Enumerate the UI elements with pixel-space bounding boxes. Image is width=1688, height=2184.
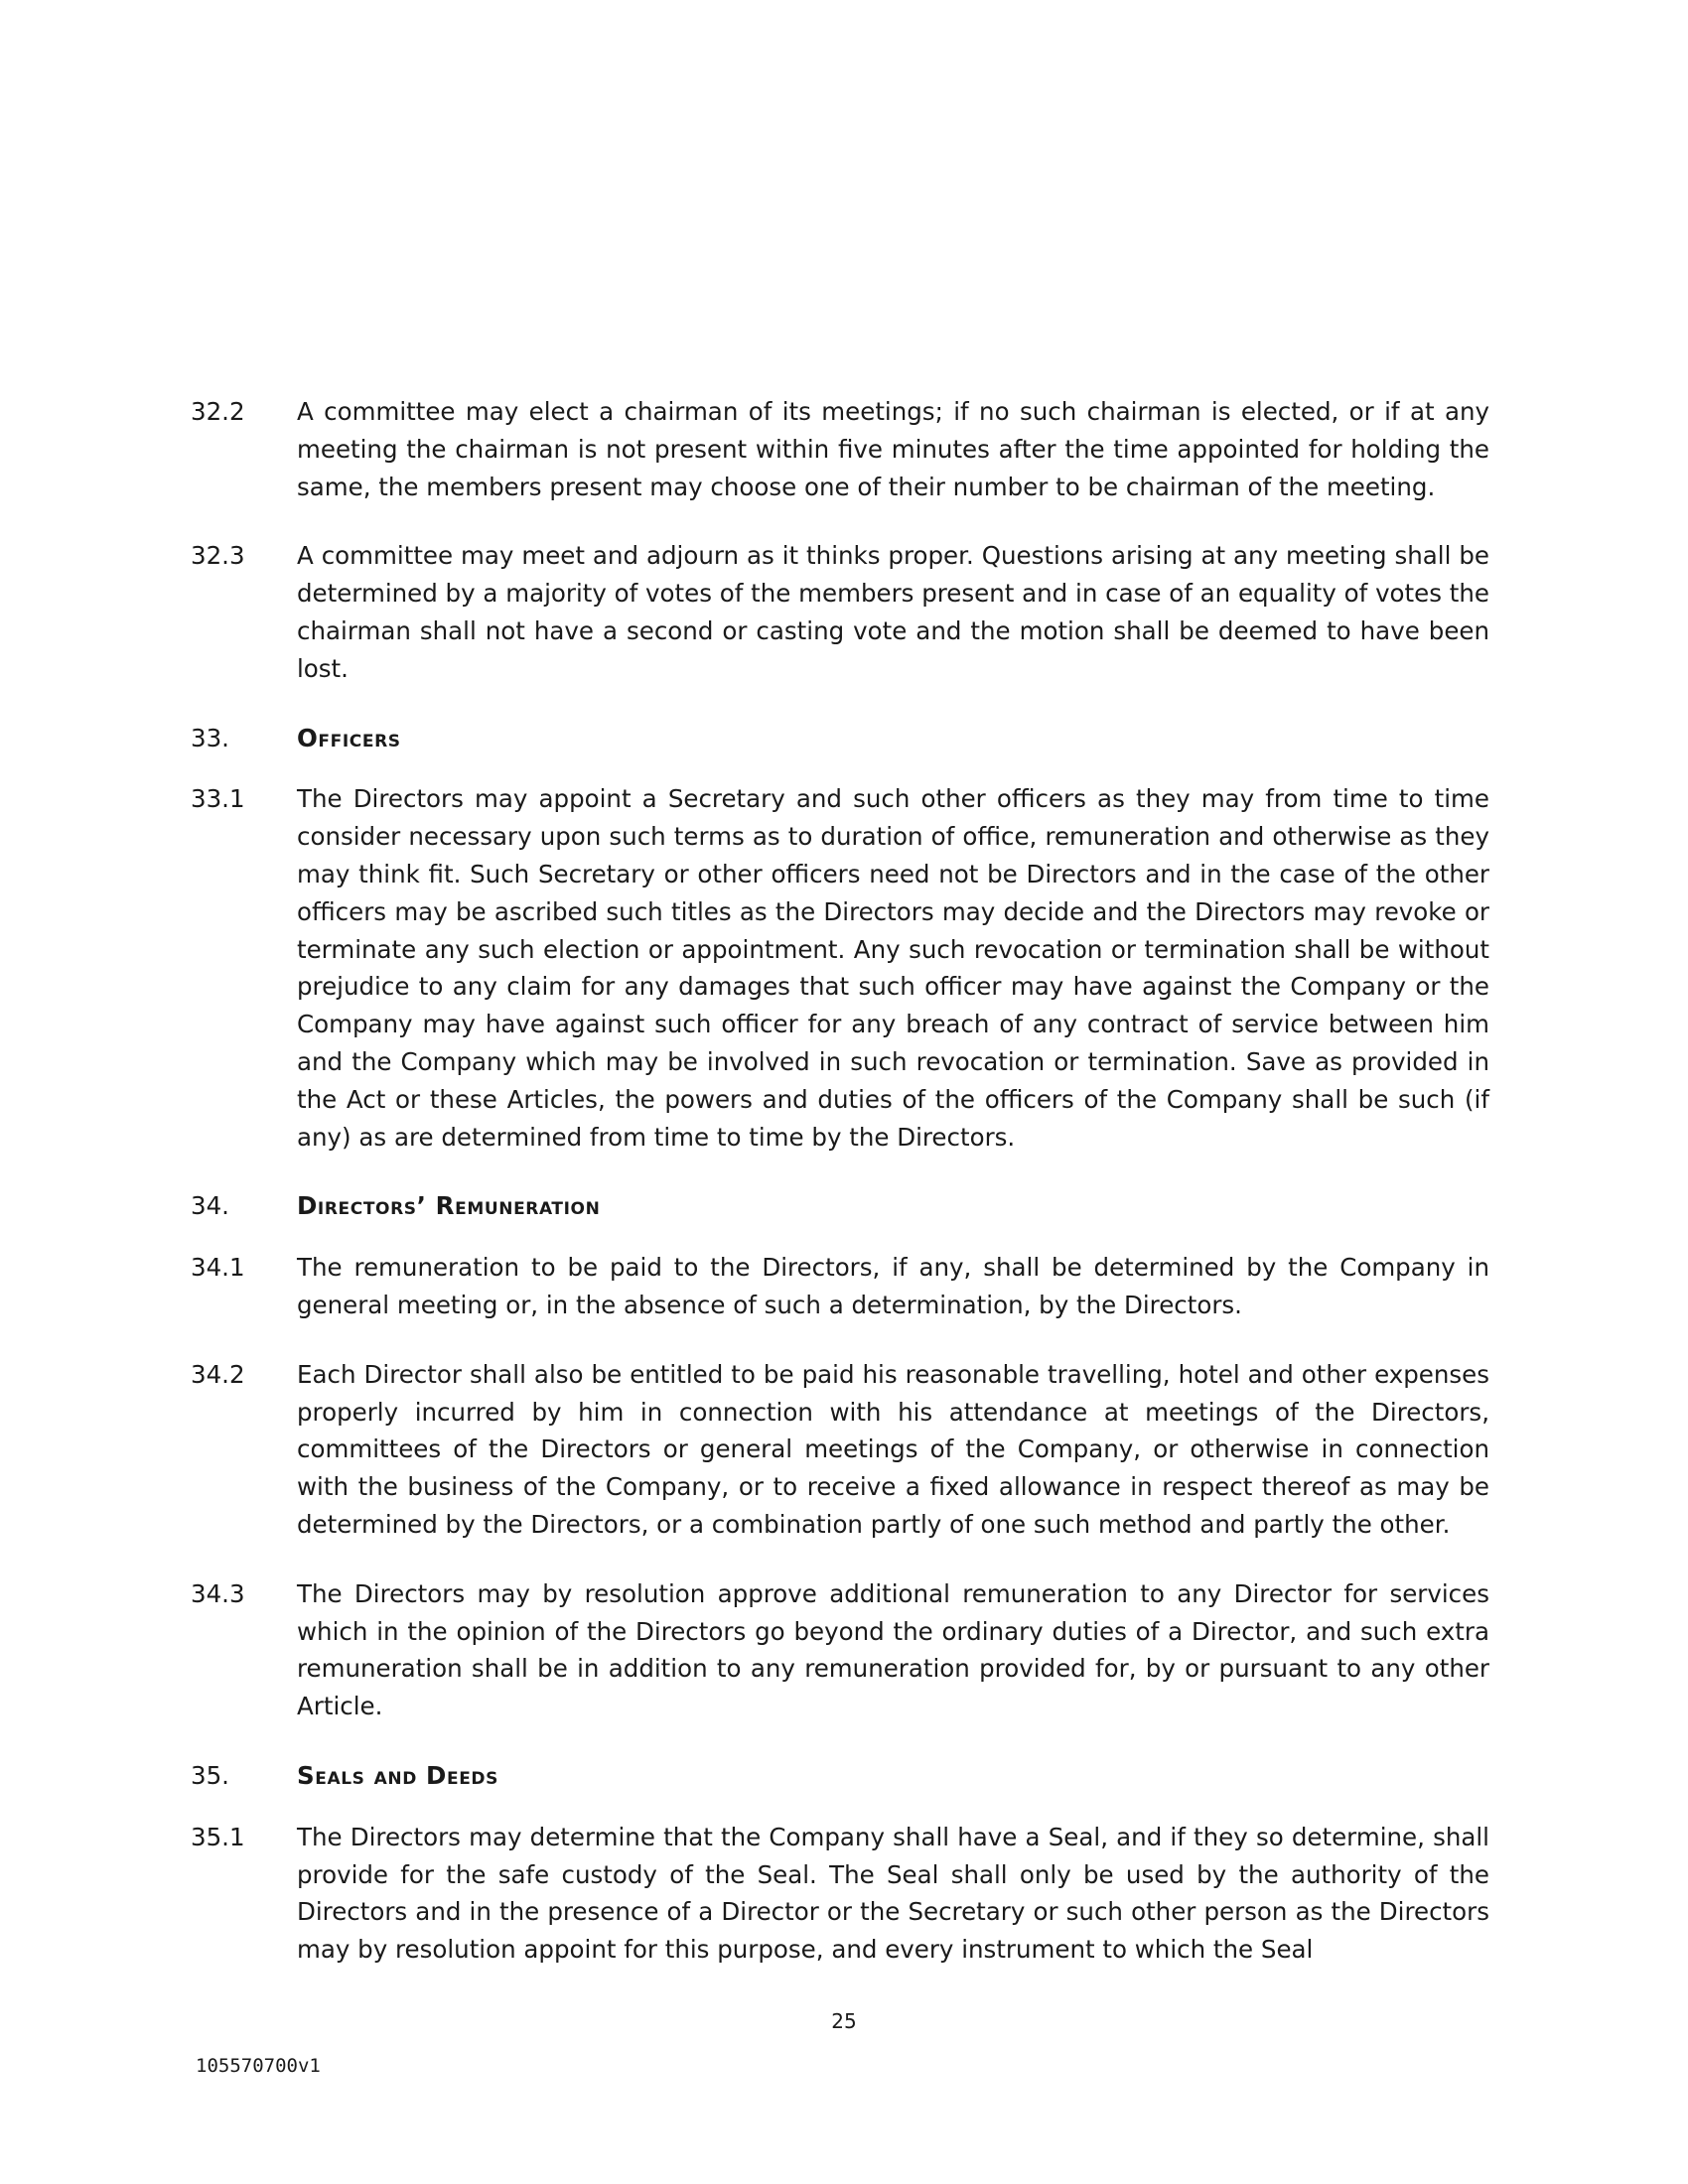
clause-number: 32.2 [191,397,245,426]
clause-text: A committee may meet and adjourn as it thinks proper. Questions arising at any meeting shall be determined by a majority of votes of the members present and in case of an equality of votes the chairman shall not have a second or casting vote and the motion shall be deemed to have been lost. [297,541,1489,683]
clause-32-3 [191,537,1489,687]
clause-text: The Directors may determine that the Company shall have a Seal, and if they so determine, shall provide for the safe custody of the Seal. The Seal shall only be used by the authority of the Directors and in the presence of a Director or the Secretary or such other person as the Directors may by resolution appoint for this purpose, and every instrument to which the Seal [297,1822,1489,1965]
clause-text: Each Director shall also be entitled to be paid his reasonable travelling, hotel and other expenses properly incurred by him in connection with his attendance at meetings of the Directors, committees of the Directors or general meetings of the Company, or otherwise in connection with the business of the Company, or to receive a fixed allowance in respect thereof as may be determined by the Directors, or a combination partly of one such method and partly the other. [297,1359,1489,1539]
clause-33-1 [191,780,1489,1156]
section-number: 34. [191,1191,229,1221]
section-number: 33. [191,723,229,752]
clause-number: 34.3 [191,1578,245,1608]
section-title: Officers [297,723,401,752]
clause-number: 33.1 [191,784,245,814]
clause-34-3 [191,1575,1489,1725]
clause-34-2 [191,1356,1489,1544]
clause-34-1 [191,1249,1489,1324]
section-heading-directors-remuneration [191,1187,1489,1225]
section-heading-officers [191,720,1489,757]
section-number: 35. [191,1760,229,1790]
clause-number: 34.1 [191,1253,245,1283]
section-title: Seals and Deeds [297,1760,498,1790]
clause-text: A committee may elect a chairman of its meetings; if no such chairman is elected, or if at any meeting the chairman is not present within five minutes after the time appointed for holding the same, the members present may choose one of their number to be chairman of the meeting. [297,397,1489,501]
document-id: 105570700v1 [196,2055,321,2077]
clause-number: 35.1 [191,1822,245,1851]
clause-text: The remuneration to be paid to the Directors, if any, shall be determined by the Company in general meeting or, in the absence of such a determination, by the Directors. [297,1253,1489,1319]
clause-text: The Directors may appoint a Secretary and such other officers as they may from time to time consider necessary upon such terms as to duration of office, remuneration and otherwise as they may think fit. Such Secretary or other officers need not be Directors and in the case of the other officers may be ascribed such titles as the Directors may decide and the Directors may revoke or terminate any such election or appointment. Any such revocation or termination shall be without prejudice to any claim for any damages that such officer may have against the Company or the Company may have against such officer for any breach of any contract of service between him and the Company which may be involved in such revocation or termination. Save as provided in the Act or these Articles, the powers and duties of the officers of the Company shall be such (if any) as are determined from time to time by the Directors. [297,784,1489,1152]
section-heading-seals-and-deeds [191,1757,1489,1795]
clause-35-1 [191,1819,1489,1969]
page-number: 25 [831,2009,857,2033]
clause-number: 32.3 [191,541,245,571]
section-title: Directors’ Remuneration [297,1191,601,1221]
clause-number: 34.2 [191,1359,245,1389]
document-body [191,393,1489,1969]
clause-32-2 [191,393,1489,505]
clause-text: The Directors may by resolution approve additional remuneration to any Director for services which in the opinion of the Directors go beyond the ordinary duties of a Director, and such extra remuneration shall be in addition to any remuneration provided for, by or pursuant to any other Article. [297,1578,1489,1721]
